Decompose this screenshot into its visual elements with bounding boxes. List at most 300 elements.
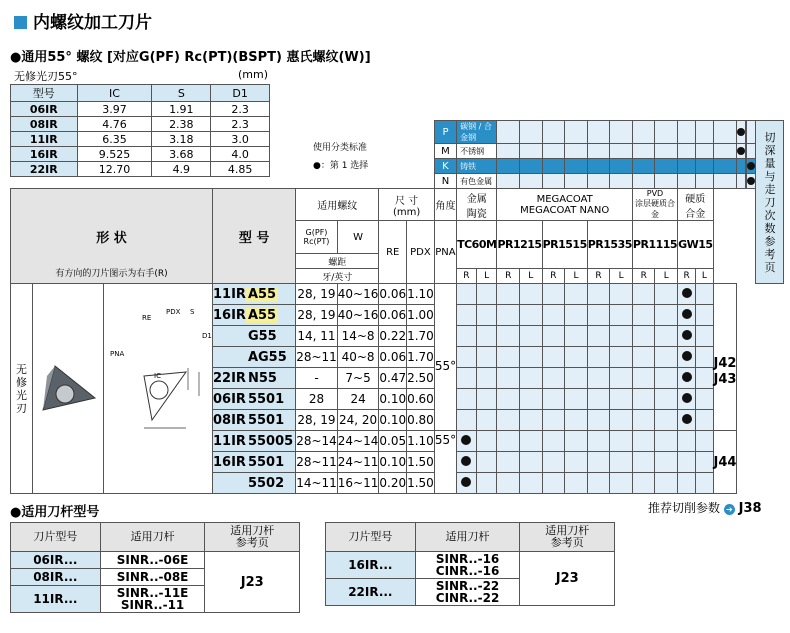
holder-header: 适用刀杆: [100, 523, 205, 552]
holder-insert: 11IR...: [11, 586, 101, 613]
grade-cell: [696, 389, 713, 410]
grade-cell: [632, 431, 655, 452]
table-cell: 3.0: [211, 132, 270, 147]
g-value: 14, 11: [296, 326, 338, 347]
holder-insert: 16IR...: [326, 552, 416, 579]
grade-cell: [457, 410, 477, 431]
usage-cell: [542, 121, 565, 144]
grade-cell: [610, 452, 633, 473]
usage-cell: [632, 121, 655, 144]
holder-header: 适用刀杆 参考页: [520, 523, 615, 552]
re-value: 0.06: [379, 347, 407, 368]
g-value: 28: [296, 389, 338, 410]
dot-icon: [682, 393, 692, 403]
r-header: R: [632, 269, 655, 284]
table-cell: 06IR: [11, 102, 78, 117]
usage-cell: [542, 174, 565, 189]
insert-code-label: N55: [247, 370, 277, 386]
usage-note: ●：第 1 选择: [313, 161, 369, 171]
re-value: 0.06: [379, 305, 407, 326]
grade-cell: [632, 284, 655, 305]
grade-cell: [655, 473, 678, 494]
holder-insert: 22IR...: [326, 579, 416, 606]
insert-code-label: 55005: [247, 433, 294, 449]
grade-cell: [565, 326, 588, 347]
usage-cell: [713, 121, 737, 144]
usage-cell: [678, 174, 696, 189]
grade-cell: [476, 410, 497, 431]
pdx-value: 1.50: [407, 452, 435, 473]
dot-icon: [682, 372, 692, 382]
usage-cell: [737, 144, 746, 159]
grade-cell: [632, 305, 655, 326]
grade-cell: [520, 326, 543, 347]
grade-cell: [587, 473, 610, 494]
grade-cell: [632, 410, 655, 431]
table-cell: 12.70: [77, 162, 152, 177]
grade-cell: [542, 305, 565, 326]
grade-cell: [520, 305, 543, 326]
insert-size: [213, 473, 246, 494]
g-value: 28~14: [296, 431, 338, 452]
title-square-icon: [14, 16, 27, 29]
usage-cell: [696, 144, 713, 159]
grade-cell: [497, 473, 520, 494]
re-value: 0.20: [379, 473, 407, 494]
usage-cell: [565, 174, 588, 189]
pdx-header: PDX: [407, 221, 435, 284]
grade-cell: [497, 326, 520, 347]
grade-cell: [655, 452, 678, 473]
grade-cell: [678, 368, 696, 389]
grade-cell: [542, 431, 565, 452]
insert-size: [213, 326, 246, 347]
grade-cell: [655, 347, 678, 368]
holder-name: SINR..-22 CINR..-22: [415, 579, 520, 606]
insert-size: 06IR: [213, 389, 246, 410]
grade-cell: [542, 473, 565, 494]
table-cell: 11IR: [11, 132, 78, 147]
holder-header: 刀片型号: [11, 523, 101, 552]
usage-cell: [497, 174, 520, 189]
r-header: R: [542, 269, 565, 284]
table-cell: 3.68: [152, 147, 211, 162]
g-value: 28, 19: [296, 284, 338, 305]
insert-code: [246, 431, 296, 452]
grade-cell: [610, 389, 633, 410]
grade-cell: [565, 452, 588, 473]
table-cell: 4.85: [211, 162, 270, 177]
grade-cell: [457, 368, 477, 389]
g-value: 28~11: [296, 347, 338, 368]
grade-cell: [696, 452, 713, 473]
grade-cell: [587, 431, 610, 452]
usage-cell: [713, 174, 737, 189]
insert-size: 16IR: [213, 305, 246, 326]
grade-cell: [520, 347, 543, 368]
grade-cell: [565, 368, 588, 389]
usage-cell: [520, 159, 543, 174]
holder-table-left: [10, 522, 300, 613]
usage-cell: [497, 159, 520, 174]
grade-cell: [457, 347, 477, 368]
dot-icon: [737, 147, 745, 155]
grade-cell: [696, 368, 713, 389]
insert-code: [246, 410, 296, 431]
pdx-value: 0.60: [407, 389, 435, 410]
table-cell: 2.3: [211, 117, 270, 132]
g-value: 28~11: [296, 452, 338, 473]
l-header: L: [655, 269, 678, 284]
holder-header-row: [326, 523, 615, 552]
usage-cell: [587, 159, 610, 174]
grade-cell: [457, 389, 477, 410]
dims-header: D1: [211, 85, 270, 102]
grade-cell: [565, 305, 588, 326]
dot-icon: [461, 435, 471, 445]
re-value: 0.05: [379, 431, 407, 452]
grade-cell: [696, 326, 713, 347]
re-value: 0.10: [379, 452, 407, 473]
grade-cell: [587, 305, 610, 326]
usage-cell: [497, 144, 520, 159]
section-subtitle: ●通用55° 螺纹 [对应G(PF) Rc(PT)(BSPT) 惠氏螺纹(W)]: [10, 50, 371, 65]
l-header: L: [610, 269, 633, 284]
grade-cell: [587, 326, 610, 347]
grade-cell: [696, 284, 713, 305]
usage-cell: [587, 121, 610, 144]
grade-cell: [457, 473, 477, 494]
l-header: L: [476, 269, 497, 284]
grade-cell: [678, 347, 696, 368]
usage-cell: [520, 144, 543, 159]
grade-cell: [542, 410, 565, 431]
tpi-header: 牙/英寸: [296, 269, 379, 284]
grade-cell: [565, 410, 588, 431]
usage-cell: [632, 174, 655, 189]
usage-desc: 铸铁: [457, 159, 497, 174]
drawing-label: PDX: [166, 308, 181, 316]
pvd-header: PVD 涂层硬质合金: [632, 189, 677, 221]
dot-icon: [737, 128, 745, 136]
usage-cell: [565, 121, 588, 144]
grade-cell: [655, 368, 678, 389]
grade-cell: [565, 284, 588, 305]
grade-cell: [497, 305, 520, 326]
usage-cell: [610, 159, 633, 174]
table-row: [11, 102, 270, 117]
grade-cell: [696, 410, 713, 431]
page-title: 内螺纹加工刀片: [14, 8, 152, 33]
ref-page: J43: [713, 372, 737, 387]
grade-cell: [678, 389, 696, 410]
dot-icon: [461, 477, 471, 487]
holder-insert: 08IR...: [11, 569, 101, 586]
header-row: [11, 189, 784, 221]
drawing-label: IC: [154, 372, 161, 380]
insert-code-label: G55: [247, 328, 277, 344]
grade-cell: [610, 368, 633, 389]
usage-cell: [747, 159, 756, 174]
usage-cell: [747, 144, 756, 159]
grade-header: PR1215: [497, 221, 542, 269]
pitch-header: 螺距: [296, 254, 379, 269]
insert-code: [246, 368, 296, 389]
grade-cell: [610, 410, 633, 431]
g-value: 14~11: [296, 473, 338, 494]
usage-cell: [713, 144, 737, 159]
usage-cell: [655, 174, 678, 189]
dims-unit: (mm): [238, 68, 269, 81]
grade-cell: [632, 473, 655, 494]
insert-code: [246, 305, 296, 326]
insert-code-label: 5501: [247, 412, 285, 428]
grade-cell: [565, 389, 588, 410]
usage-cell: [696, 121, 713, 144]
holder-header-row: [11, 523, 300, 552]
grade-cell: [476, 431, 497, 452]
grade-cell: [457, 305, 477, 326]
w-value: 24, 20: [337, 410, 379, 431]
insert-size: 08IR: [213, 410, 246, 431]
grade-cell: [632, 347, 655, 368]
angle-value: 55°: [434, 284, 456, 431]
holder-header: 刀片型号: [326, 523, 416, 552]
table-cell: 3.18: [152, 132, 211, 147]
dot-icon: [682, 309, 692, 319]
usage-cell: [737, 174, 746, 189]
l-header: L: [520, 269, 543, 284]
shape-title: 形 状: [96, 230, 127, 246]
grade-cell: [632, 389, 655, 410]
grade-cell: [587, 368, 610, 389]
dims-header: IC: [77, 85, 152, 102]
grade-cell: [520, 389, 543, 410]
grade-cell: [520, 452, 543, 473]
usage-cell: [747, 121, 756, 144]
grade-cell: [476, 347, 497, 368]
grade-cell: [565, 473, 588, 494]
grade-cell: [542, 452, 565, 473]
grade-cell: [655, 326, 678, 347]
grade-cell: [587, 347, 610, 368]
grade-cell: [655, 305, 678, 326]
table-cell: 4.76: [77, 117, 152, 132]
table-cell: 4.9: [152, 162, 211, 177]
grade-cell: [678, 305, 696, 326]
usage-label: 使用分类标准: [313, 143, 368, 153]
grade-cell: [610, 347, 633, 368]
drawing-label: RE: [142, 314, 152, 322]
grade-cell: [655, 389, 678, 410]
table-cell: 08IR: [11, 117, 78, 132]
g-value: 28, 19: [296, 410, 338, 431]
grade-cell: [542, 347, 565, 368]
usage-cell: [610, 174, 633, 189]
grade-cell: [542, 389, 565, 410]
pdx-value: 0.80: [407, 410, 435, 431]
table-cell: 22IR: [11, 162, 78, 177]
r-header: R: [587, 269, 610, 284]
ref-page: J44: [713, 431, 737, 494]
w-value: 40~8: [337, 347, 379, 368]
grade-cell: [497, 410, 520, 431]
grade-cell: [542, 368, 565, 389]
ref-page-cell: [713, 284, 737, 431]
grade-cell: [476, 389, 497, 410]
insert-code-label: A55: [247, 307, 277, 323]
usage-cell: [632, 159, 655, 174]
usage-cell: [587, 174, 610, 189]
insert-code: [246, 452, 296, 473]
usage-cell: [678, 144, 696, 159]
usage-cell: [587, 144, 610, 159]
recommend-page: J38: [738, 501, 762, 516]
usage-cell: [565, 159, 588, 174]
w-value: 14~8: [337, 326, 379, 347]
usage-cell: [497, 121, 520, 144]
grade-cell: [678, 326, 696, 347]
insert-code-label: 5502: [247, 475, 285, 491]
holder-name: SINR..-16 CINR..-16: [415, 552, 520, 579]
grade-cell: [457, 431, 477, 452]
table-cell: 2.3: [211, 102, 270, 117]
shape-header: [11, 189, 213, 284]
grade-header: PR1115: [632, 221, 677, 269]
r-header: R: [497, 269, 520, 284]
usage-cell: [713, 159, 737, 174]
insert-code-label: A55: [247, 286, 277, 302]
grade-cell: [610, 326, 633, 347]
usage-cell: [542, 159, 565, 174]
r-header: R: [457, 269, 477, 284]
grade-cell: [610, 305, 633, 326]
usage-cell: [655, 121, 678, 144]
insert-code: [246, 326, 296, 347]
pdx-value: 1.00: [407, 305, 435, 326]
grade-cell: [587, 452, 610, 473]
grade-cell: [497, 452, 520, 473]
size-header: 尺 寸 (mm): [379, 189, 434, 221]
dot-icon: [682, 351, 692, 361]
table-cell: 1.91: [152, 102, 211, 117]
grade-cell: [520, 368, 543, 389]
grade-cell: [476, 473, 497, 494]
dot-icon: [461, 456, 471, 466]
grade-cell: [520, 431, 543, 452]
usage-cell: [737, 121, 746, 144]
model-header: 型 号: [213, 189, 296, 284]
table-cell: 4.0: [211, 147, 270, 162]
grade-cell: [476, 452, 497, 473]
re-value: 0.10: [379, 389, 407, 410]
pdx-value: 1.10: [407, 431, 435, 452]
usage-cell: [655, 159, 678, 174]
holder-insert: 06IR...: [11, 552, 101, 569]
dot-icon: [747, 177, 755, 185]
insert-size: 11IR: [213, 431, 246, 452]
w-value: 40~16: [337, 284, 379, 305]
grade-cell: [457, 284, 477, 305]
usage-cell: [696, 159, 713, 174]
grade-cell: [520, 410, 543, 431]
carbide-header: 硬质 合金: [678, 189, 713, 221]
grade-header: PR1535: [587, 221, 632, 269]
table-cell: 16IR: [11, 147, 78, 162]
insert-size: 22IR: [213, 368, 246, 389]
grade-cell: [678, 284, 696, 305]
dot-icon: [682, 330, 692, 340]
w-value: 24~14: [337, 431, 379, 452]
insert-photo: [33, 284, 104, 494]
table-row: [326, 552, 615, 579]
usage-cell: [565, 144, 588, 159]
pdx-value: 1.10: [407, 284, 435, 305]
side-ref-title: 切深量与走刀次数参考页: [756, 121, 784, 284]
dims-caption: 无修光刃55°: [14, 70, 78, 83]
insert-drawing-svg: [104, 332, 212, 442]
grade-cell: [476, 305, 497, 326]
usage-cell: [610, 144, 633, 159]
w-value: 7~5: [337, 368, 379, 389]
recommend-link[interactable]: [648, 499, 762, 516]
usage-cell: [542, 144, 565, 159]
holder-table-right: [325, 522, 615, 606]
g-rc-header: G(PF) Rc(PT): [296, 221, 338, 254]
dot-icon: [682, 414, 692, 424]
pdx-value: 1.50: [407, 473, 435, 494]
grade-cell: [476, 326, 497, 347]
table-cell: 6.35: [77, 132, 152, 147]
table-cell: 9.525: [77, 147, 152, 162]
usage-cell: [610, 121, 633, 144]
thread-header: 适用螺纹: [296, 189, 379, 221]
insert-size: [213, 347, 246, 368]
usage-code: M: [434, 144, 456, 159]
usage-cell: [678, 159, 696, 174]
grade-cell: [497, 389, 520, 410]
holder-ref-page: J23: [520, 552, 615, 606]
grade-cell: [520, 284, 543, 305]
usage-cell: [520, 121, 543, 144]
usage-cell: [632, 144, 655, 159]
re-value: 0.10: [379, 410, 407, 431]
pdx-value: 2.50: [407, 368, 435, 389]
grade-cell: [565, 431, 588, 452]
grade-cell: [655, 284, 678, 305]
insert-code: [246, 284, 296, 305]
re-value: 0.22: [379, 326, 407, 347]
cermet-header: 金属 陶瓷: [457, 189, 497, 221]
usage-code: P: [434, 121, 456, 144]
grade-cell: [587, 410, 610, 431]
holder-name: SINR..-06E: [100, 552, 205, 569]
l-header: L: [565, 269, 588, 284]
grade-cell: [542, 284, 565, 305]
grade-cell: [610, 284, 633, 305]
w-header: W: [337, 221, 379, 254]
table-cell: 3.97: [77, 102, 152, 117]
usage-desc: 碳钢 / 合金钢: [457, 121, 497, 144]
grade-header: PR1515: [542, 221, 587, 269]
grade-cell: [678, 452, 696, 473]
insert-code: [246, 347, 296, 368]
grade-cell: [632, 452, 655, 473]
grade-cell: [497, 368, 520, 389]
grade-cell: [696, 347, 713, 368]
usage-cell: [747, 174, 756, 189]
insert-code: [246, 473, 296, 494]
